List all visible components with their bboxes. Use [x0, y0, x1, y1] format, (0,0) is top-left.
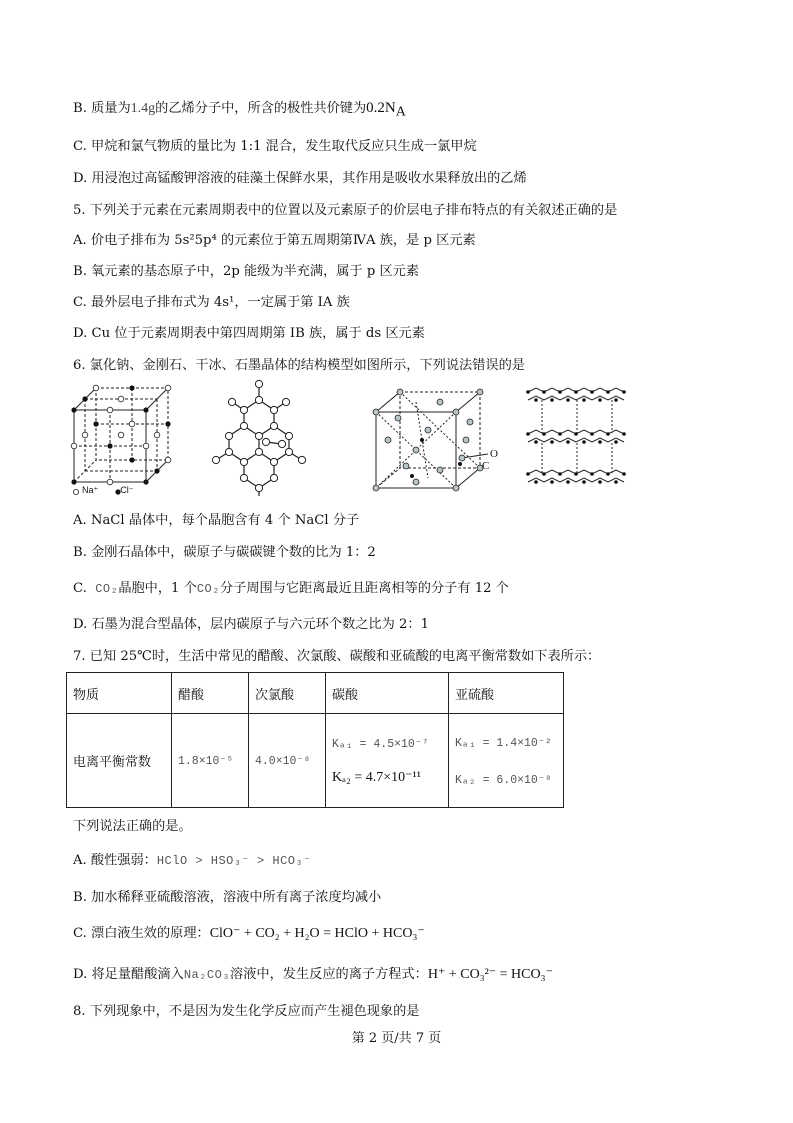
q6-option-a: A. NaCl 晶体中，每个晶胞含有 4 个 NaCl 分子 — [73, 513, 360, 528]
q7-option-d: D. 将足量醋酸滴入Na₂CO₃溶液中，发生反应的离子方程式：H⁺ + CO₃²⁻ = HCO₃⁻ — [73, 967, 553, 982]
hypochlorous-acid-ka: 4.0×10⁻⁸ — [249, 714, 326, 808]
diamond-structure-figure — [204, 378, 314, 498]
nacl-lattice-figure — [66, 378, 176, 498]
table-row-label: 电离平衡常数 — [67, 714, 172, 808]
acetic-acid-ka: 1.8×10⁻⁵ — [172, 714, 249, 808]
q7-option-b: B. 加水稀释亚硫酸溶液，溶液中所有离子浓度均减小 — [73, 890, 382, 905]
q7-stem: 7. 已知 25℃时，生活中常见的醋酸、次氯酸、碳酸和亚硫酸的电离平衡常数如下表所示： — [73, 649, 601, 664]
q7-prompt: 下列说法正确的是。 — [73, 819, 192, 834]
carbonic-acid-ka: Kₐ₁ = 4.5×10⁻⁷ Kₐ₂ = 4.7×10⁻¹¹ — [326, 714, 449, 808]
q7-option-c: C. 漂白液生效的原理：ClO⁻ + CO₂ + H₂O = HClO + HCO₃⁻ — [73, 926, 425, 941]
table-header-cell: 亚硫酸 — [449, 673, 564, 714]
co2-label-o: O — [490, 448, 498, 460]
q5-option-c: C. 最外层电子排布式为 4s¹，一定属于第 IA 族 — [73, 295, 350, 310]
q6-option-b: B. 金刚石晶体中，碳原子与碳碳键个数的比为 1：2 — [73, 545, 376, 560]
dry-ice-structure-figure — [366, 378, 506, 498]
table-header-cell: 次氯酸 — [249, 673, 326, 714]
q5-option-d: D. Cu 位于元素周期表中第四周期第 IB 族，属于 ds 区元素 — [73, 326, 425, 341]
q5-option-a: A. 价电子排布为 5s²5p⁴ 的元素位于第五周期第ⅣA 族，是 p 区元素 — [73, 233, 476, 248]
q5-option-b: B. 氧元素的基态原子中，2p 能级为半充满，属于 p 区元素 — [73, 264, 420, 279]
q7-option-a: A. 酸性强弱：HClO > HSO₃⁻ > HCO₃⁻ — [73, 853, 311, 868]
table-header-row — [67, 673, 564, 714]
crystal-structure-figures — [66, 378, 666, 498]
q4-option-b: B. 质量为1.4g的乙烯分子中，所含的极性共价键为$0.2N_A$ — [73, 100, 406, 120]
q6-option-d: D. 石墨为混合型晶体，层内碳原子与六元环个数之比为 2：1 — [73, 617, 429, 632]
q8-stem: 8. 下列现象中，不是因为发生化学反应而产生褪色现象的是 — [73, 1004, 420, 1019]
page-footer: 第 2 页/共 7 页 — [351, 1031, 442, 1046]
co2-label-c: C — [482, 460, 490, 472]
table-header-cell: 醋酸 — [172, 673, 249, 714]
sulfurous-acid-ka: Kₐ₁ = 1.4×10⁻² Kₐ₂ = 6.0×10⁻⁸ — [449, 714, 564, 808]
q6-option-c: C. CO₂晶胞中，1 个CO₂分子周围与它距离最近且距离相等的分子有 12 个 — [73, 581, 509, 596]
nacl-legend: Na⁺ Cl⁻ — [82, 485, 134, 495]
q4-option-c: C. 甲烷和氯气物质的量比为 1:1 混合，发生取代反应只生成一氯甲烷 — [73, 139, 477, 154]
q5-stem: 5. 下列关于元素在元素周期表中的位置以及元素原子的价层电子排布特点的有关叙述正确的是 — [73, 203, 618, 218]
graphite-structure-figure — [522, 378, 632, 498]
table-header-cell: 碳酸 — [326, 673, 449, 714]
q4-option-d: D. 用浸泡过高锰酸钾溶液的硅藻土保鲜水果，其作用是吸收水果释放出的乙烯 — [73, 171, 527, 186]
table-row — [67, 714, 564, 808]
ionization-constants-table — [66, 672, 564, 808]
table-header-cell: 物质 — [67, 673, 172, 714]
q6-stem: 6. 氯化钠、金刚石、干冰、石墨晶体的结构模型如图所示，下列说法错误的是 — [73, 358, 525, 373]
